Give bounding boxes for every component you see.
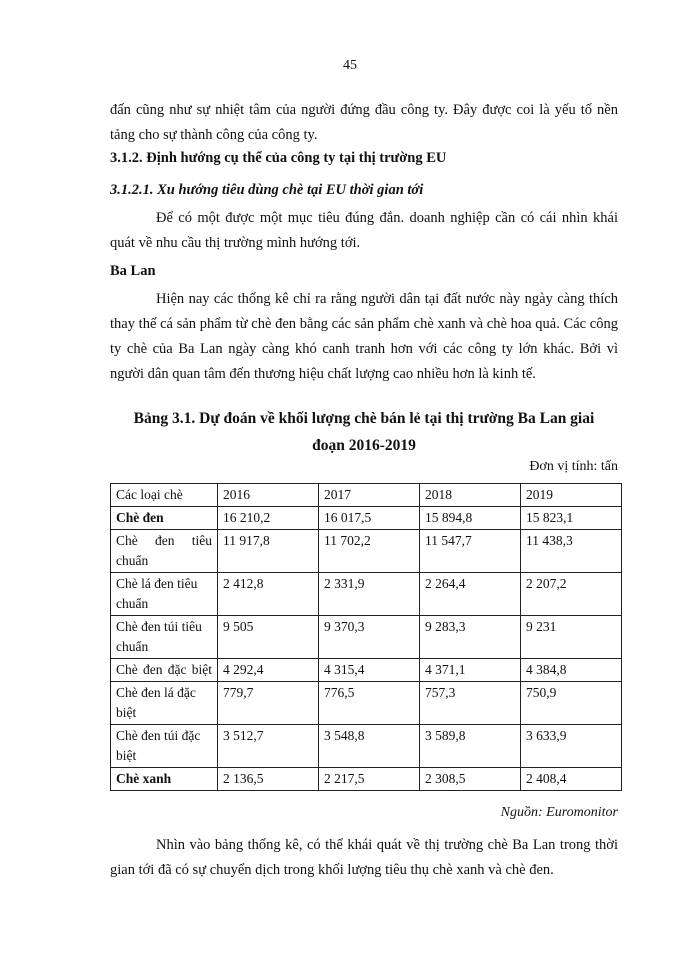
row-label: Chè lá đen tiêu chuẩn xyxy=(111,573,218,616)
table-row xyxy=(111,507,622,530)
table-cell: 11 547,7 xyxy=(420,530,521,573)
tea-volume-table xyxy=(110,483,622,791)
table-cell: 2 217,5 xyxy=(319,768,420,791)
table-cell: 15 823,1 xyxy=(521,507,622,530)
table-cell: 3 589,8 xyxy=(420,725,521,768)
table-cell: 776,5 xyxy=(319,682,420,725)
table-cell: 2 412,8 xyxy=(218,573,319,616)
table-cell: 2 136,5 xyxy=(218,768,319,791)
table-cell: 11 702,2 xyxy=(319,530,420,573)
table-cell: 4 371,1 xyxy=(420,659,521,682)
row-label: Chè xanh xyxy=(111,768,218,791)
table-cell: 2 408,4 xyxy=(521,768,622,791)
table-cell: 4 292,4 xyxy=(218,659,319,682)
row-label: Chè đen lá đặc biệt xyxy=(111,682,218,725)
table-cell: 15 894,8 xyxy=(420,507,521,530)
table-title xyxy=(110,405,618,459)
conclusion-paragraph: Nhìn vào bảng thống kê, có thể khái quát về thị trường chè Ba Lan trong thời gian tới đã có sự chuyển dịch trong khối lượng tiêu thụ chè xanh và chè đen. xyxy=(110,837,618,878)
header-cell: 2017 xyxy=(319,484,420,507)
table-cell: 3 633,9 xyxy=(521,725,622,768)
table-cell: 4 384,8 xyxy=(521,659,622,682)
intro-paragraph: đấn cũng như sự nhiệt tâm của người đứng đầu công ty. Đây được coi là yếu tố nền tảng cho sự thành công của công ty. xyxy=(110,102,618,143)
table-row xyxy=(111,725,622,768)
row-label: Chè đen túi đặc biệt xyxy=(111,725,218,768)
table-title-line-2: đoạn 2016-2019 xyxy=(312,437,416,454)
table-cell: 4 315,4 xyxy=(319,659,420,682)
table-cell: 16 017,5 xyxy=(319,507,420,530)
row-label: Chè đen túi tiêu chuẩn xyxy=(111,616,218,659)
page-number: 45 xyxy=(343,58,357,73)
row-label: Chè đen xyxy=(111,507,218,530)
header-cell: Các loại chè xyxy=(111,484,218,507)
paragraph-poland: Hiện nay các thống kê chỉ ra rằng người dân tại đất nước này ngày càng thích thay thế cá sản phẩm từ chè đen bằng các sản phẩm chè xanh và chè hoa quả. Các công ty chè của Ba Lan ngày càng khó canh tranh hơn với các công ty lớn khác. Bởi vì người dân quan tâm đến thương hiệu chất lượng cao nhiều hơn là kinh tế. xyxy=(110,291,618,382)
table-row xyxy=(111,573,622,616)
table-row xyxy=(111,616,622,659)
source-note: Nguồn: Euromonitor xyxy=(500,805,618,820)
table-cell: 9 370,3 xyxy=(319,616,420,659)
table-row xyxy=(111,768,622,791)
table-cell: 9 231 xyxy=(521,616,622,659)
table-header-row xyxy=(111,484,622,507)
table-cell: 9 283,3 xyxy=(420,616,521,659)
header-cell: 2019 xyxy=(521,484,622,507)
table-cell: 2 207,2 xyxy=(521,573,622,616)
table-cell: 779,7 xyxy=(218,682,319,725)
header-cell: 2016 xyxy=(218,484,319,507)
table-cell: 2 264,4 xyxy=(420,573,521,616)
table-cell: 3 512,7 xyxy=(218,725,319,768)
table-row xyxy=(111,530,622,573)
unit-label: Đơn vị tính: tấn xyxy=(529,459,618,474)
row-label: Chè đen tiêu chuẩn xyxy=(111,530,218,573)
table-cell: 757,3 xyxy=(420,682,521,725)
table-row xyxy=(111,659,622,682)
table-cell: 9 505 xyxy=(218,616,319,659)
section-heading: 3.1.2. Định hướng cụ thể của công ty tại thị trường EU xyxy=(110,150,447,166)
paragraph-goal: Để có một được một mục tiêu đúng đắn. doanh nghiệp cần có cái nhìn khái quát về nhu cầu thị trường mình hướng tới. xyxy=(110,210,618,251)
table-cell: 2 308,5 xyxy=(420,768,521,791)
subsection-heading: 3.1.2.1. Xu hướng tiêu dùng chè tại EU thời gian tới xyxy=(110,182,424,198)
country-heading: Ba Lan xyxy=(110,263,156,279)
header-cell: 2018 xyxy=(420,484,521,507)
row-label: Chè đen đặc biệt xyxy=(111,659,218,682)
table-cell: 11 917,8 xyxy=(218,530,319,573)
table-cell: 750,9 xyxy=(521,682,622,725)
table-cell: 11 438,3 xyxy=(521,530,622,573)
table-cell: 16 210,2 xyxy=(218,507,319,530)
table-cell: 2 331,9 xyxy=(319,573,420,616)
table-title-line-1: Bảng 3.1. Dự đoán về khối lượng chè bán lẻ tại thị trường Ba Lan giai xyxy=(133,410,595,427)
table-cell: 3 548,8 xyxy=(319,725,420,768)
table-row xyxy=(111,682,622,725)
